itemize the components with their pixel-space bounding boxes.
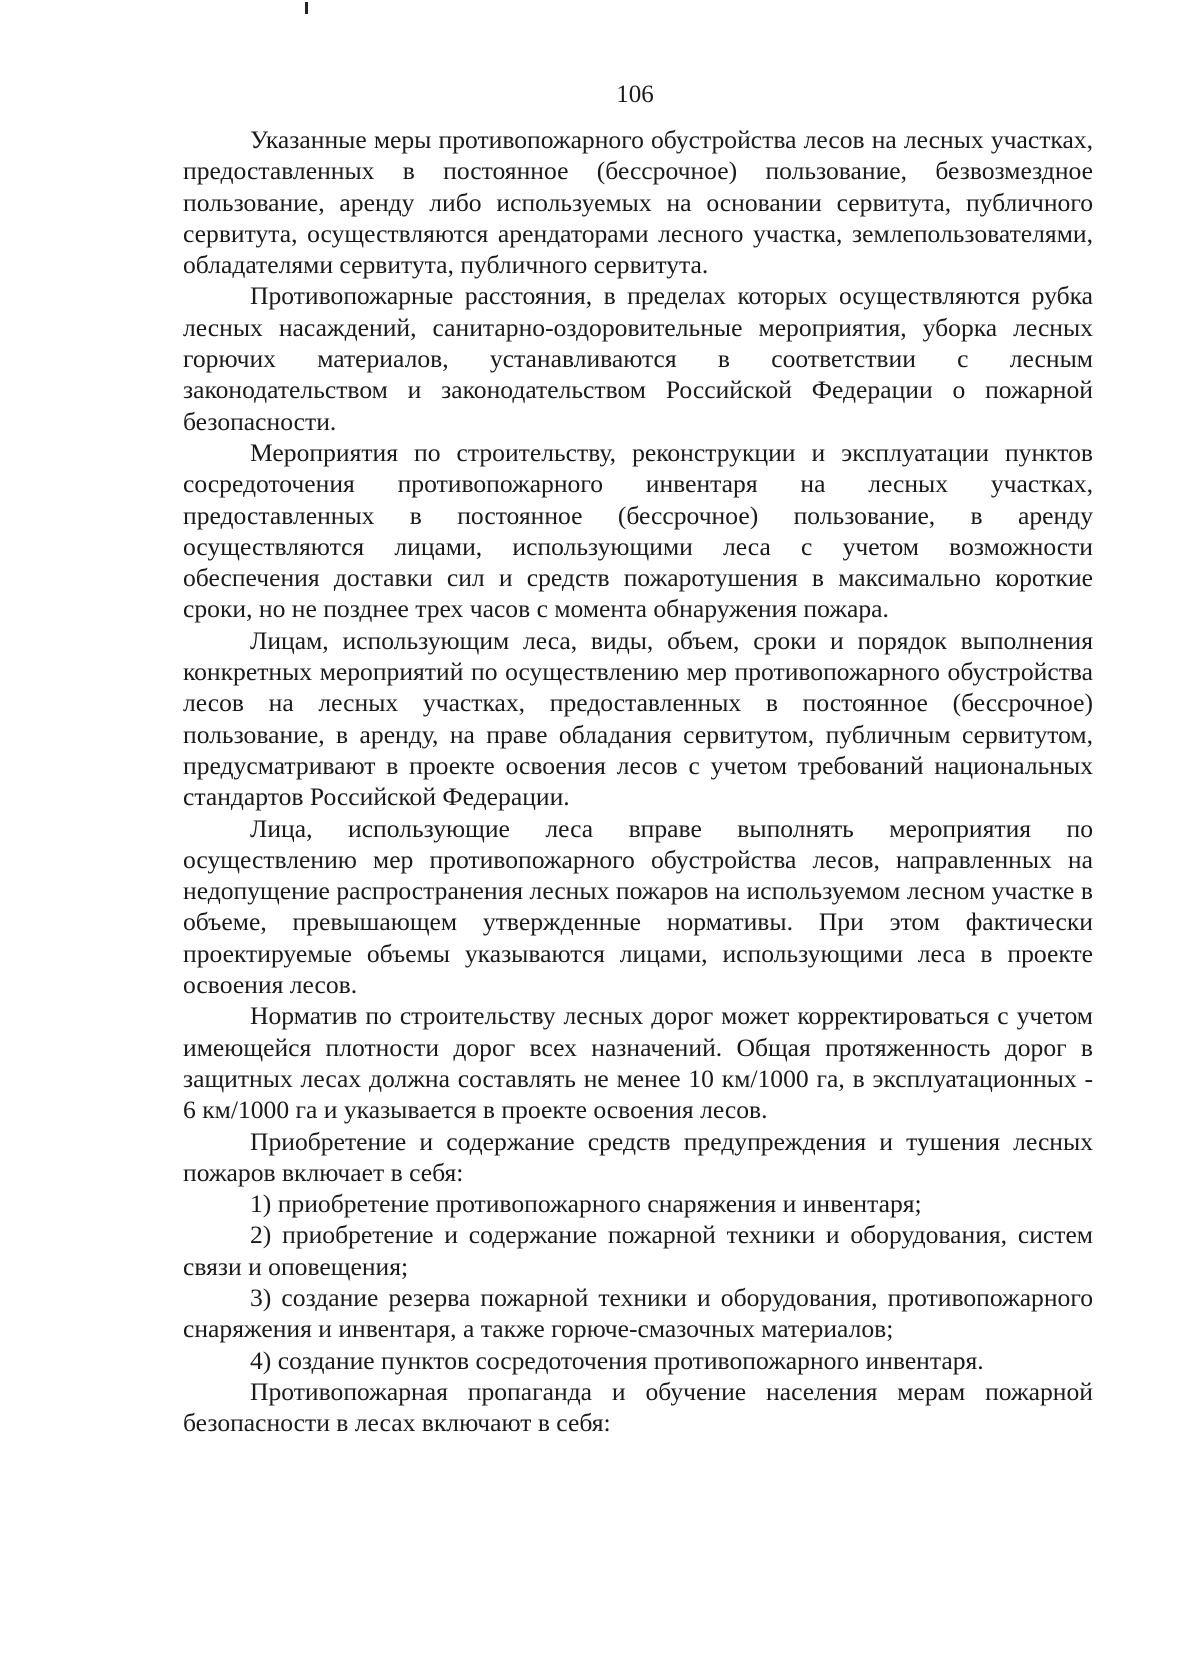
list-item: 3) создание резерва пожарной техники и оборудования, противопожарного снаряжения и инвентаря, а также горюче-смазочных материалов; [183,1282,1093,1344]
scan-artifact-mark [305,2,308,14]
paragraph-fire-distances: Противопожарные расстояния, в пределах которых осуществляются рубка лесных насаждений, санитарно-оздоровительные мероприятия, уборка лесных горючих материалов, устанавливаются в соответствии с лесным законодательством и законодательством Российской Федерации о пожарной безопасности. [183,281,1093,436]
paragraph-project-planning: Лицам, использующим леса, виды, объем, сроки и порядок выполнения конкретных мероприятий по осуществлению мер противопожарного обустройства лесов на лесных участках, предоставленных в постоянное (бессрочное) пользование, в аренду, на праве обладания сервитутом, публичным сервитутом, предусматривают в проекте освоения лесов с учетом требований национальных стандартов Российской Федерации. [183,625,1093,812]
paragraph-extra-measures: Лица, использующие леса вправе выполнять мероприятия по осуществлению мер противопожарного обустройства лесов, направленных на недопущение распространения лесных пожаров на используемом лесном участке в объеме, превышающем утвержденные нормативы. При этом фактически проектируемые объемы указываются лицами, использующими леса в проекте освоения лесов. [183,813,1093,1000]
list-item: 2) приобретение и содержание пожарной техники и оборудования, систем связи и оповещения; [183,1220,1093,1281]
paragraph-fire-measures-lessees: Указанные меры противопожарного обустройства лесов на лесных участках, предоставленных в постоянное (бессрочное) пользование, безвозмездное пользование, аренду либо используемых на основании сервитута, публичного сервитута, осуществляются арендаторами лесного участка, землепользователями, обладателями сервитута, публичного сервитута. [183,125,1093,280]
list-item: 4) создание пунктов сосредоточения противопожарного инвентаря. [250,1345,984,1375]
paragraph-road-norms: Норматив по строительству лесных дорог может корректироваться с учетом имеющейся плотности дорог всех назначений. Общая протяженность дорог в защитных лесах должна составлять не менее 10 км/1000 га, в эксплуатационных - 6 км/1000 га и указывается в проекте освоения лесов. [183,1001,1093,1125]
body-text [183,124,1093,1438]
paragraph-equipment-intro: Приобретение и содержание средств предупреждения и тушения лесных пожаров включает в себя: [183,1126,1093,1187]
page-number: 106 [616,81,654,108]
paragraph-inventory-points: Мероприятия по строительству, реконструкции и эксплуатации пунктов сосредоточения противопожарного инвентаря на лесных участках, предоставленных в постоянное (бессрочное) пользование, в аренду осуществляются лицами, использующими леса с учетом возможности обеспечения доставки сил и средств пожаротушения в максимально короткие сроки, но не позднее трех часов с момента обнаружения пожара. [183,437,1093,624]
list-item: 1) приобретение противопожарного снаряжения и инвентаря; [250,1189,922,1219]
paragraph-propaganda-intro: Противопожарная пропаганда и обучение населения мерам пожарной безопасности в лесах включают в себя: [183,1376,1093,1438]
